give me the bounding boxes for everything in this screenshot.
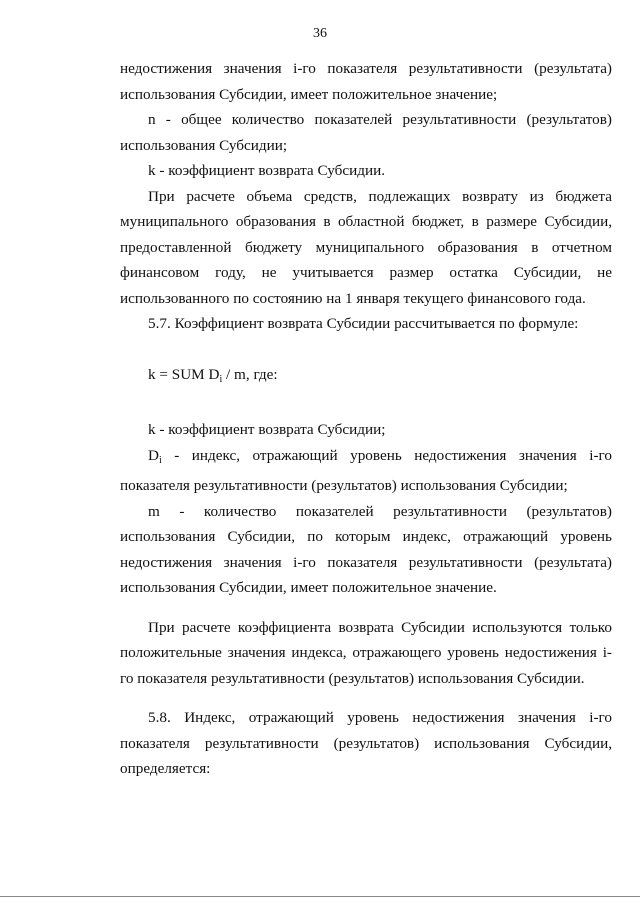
- clause-5-7: 5.7. Коэффициент возврата Субсидии рассчитывается по формуле:: [148, 315, 579, 332]
- definition-di-lead: D: [148, 446, 159, 464]
- formula: [120, 362, 612, 393]
- paragraph-positive-values: При расчете коэффициента возврата Субсидии используются только положительные значения индекса, отражающего уровень недостижения i-го показателя результативности (результатов) использования Субсидии.: [120, 618, 612, 687]
- definition-di-subscript: i: [158, 454, 162, 466]
- bottom-divider: [0, 896, 640, 897]
- definition-m: m - количество показателей результативности (результатов) использования Субсидии, по которым индекс, отражающий уровень недостижения значения i-го показателя результативности (результата) использования Субсидии, имеет положительное значение.: [120, 502, 612, 596]
- definition-di: [120, 443, 612, 499]
- formula-suffix: / m, где:: [222, 365, 278, 383]
- formula-subscript: i: [219, 373, 223, 385]
- formula-prefix: k = SUM D: [148, 365, 220, 383]
- definition-n: n - общее количество показателей результативности (результатов) использования Субсидии;: [120, 111, 612, 154]
- page-number: 36: [313, 26, 327, 41]
- document-body: [120, 56, 612, 782]
- definition-k-2: k - коэффициент возврата Субсидии;: [148, 421, 386, 438]
- definition-di-text: - индекс, отражающий уровень недостижения значения i-го показателя результативности (результатов) использования Субсидии;: [120, 446, 612, 494]
- definition-k: k - коэффициент возврата Субсидии.: [148, 162, 385, 179]
- paragraph-continuation: недостижения значения i-го показателя результативности (результата) использования Субсидии, имеет положительное значение;: [120, 60, 612, 103]
- clause-5-8: 5.8. Индекс, отражающий уровень недостижения значения i-го показателя результативности (результатов) использования Субсидии, определяется:: [120, 709, 612, 777]
- paragraph-remainder-note: При расчете объема средств, подлежащих возврату из бюджета муниципального образования в областной бюджет, в размере Субсидии, предоставленной бюджету муниципального образования в отчетном финансовом году, не учитывается размер остатка Субсидии, не использованного по состоянию на 1 января текущего финансового года.: [120, 187, 612, 307]
